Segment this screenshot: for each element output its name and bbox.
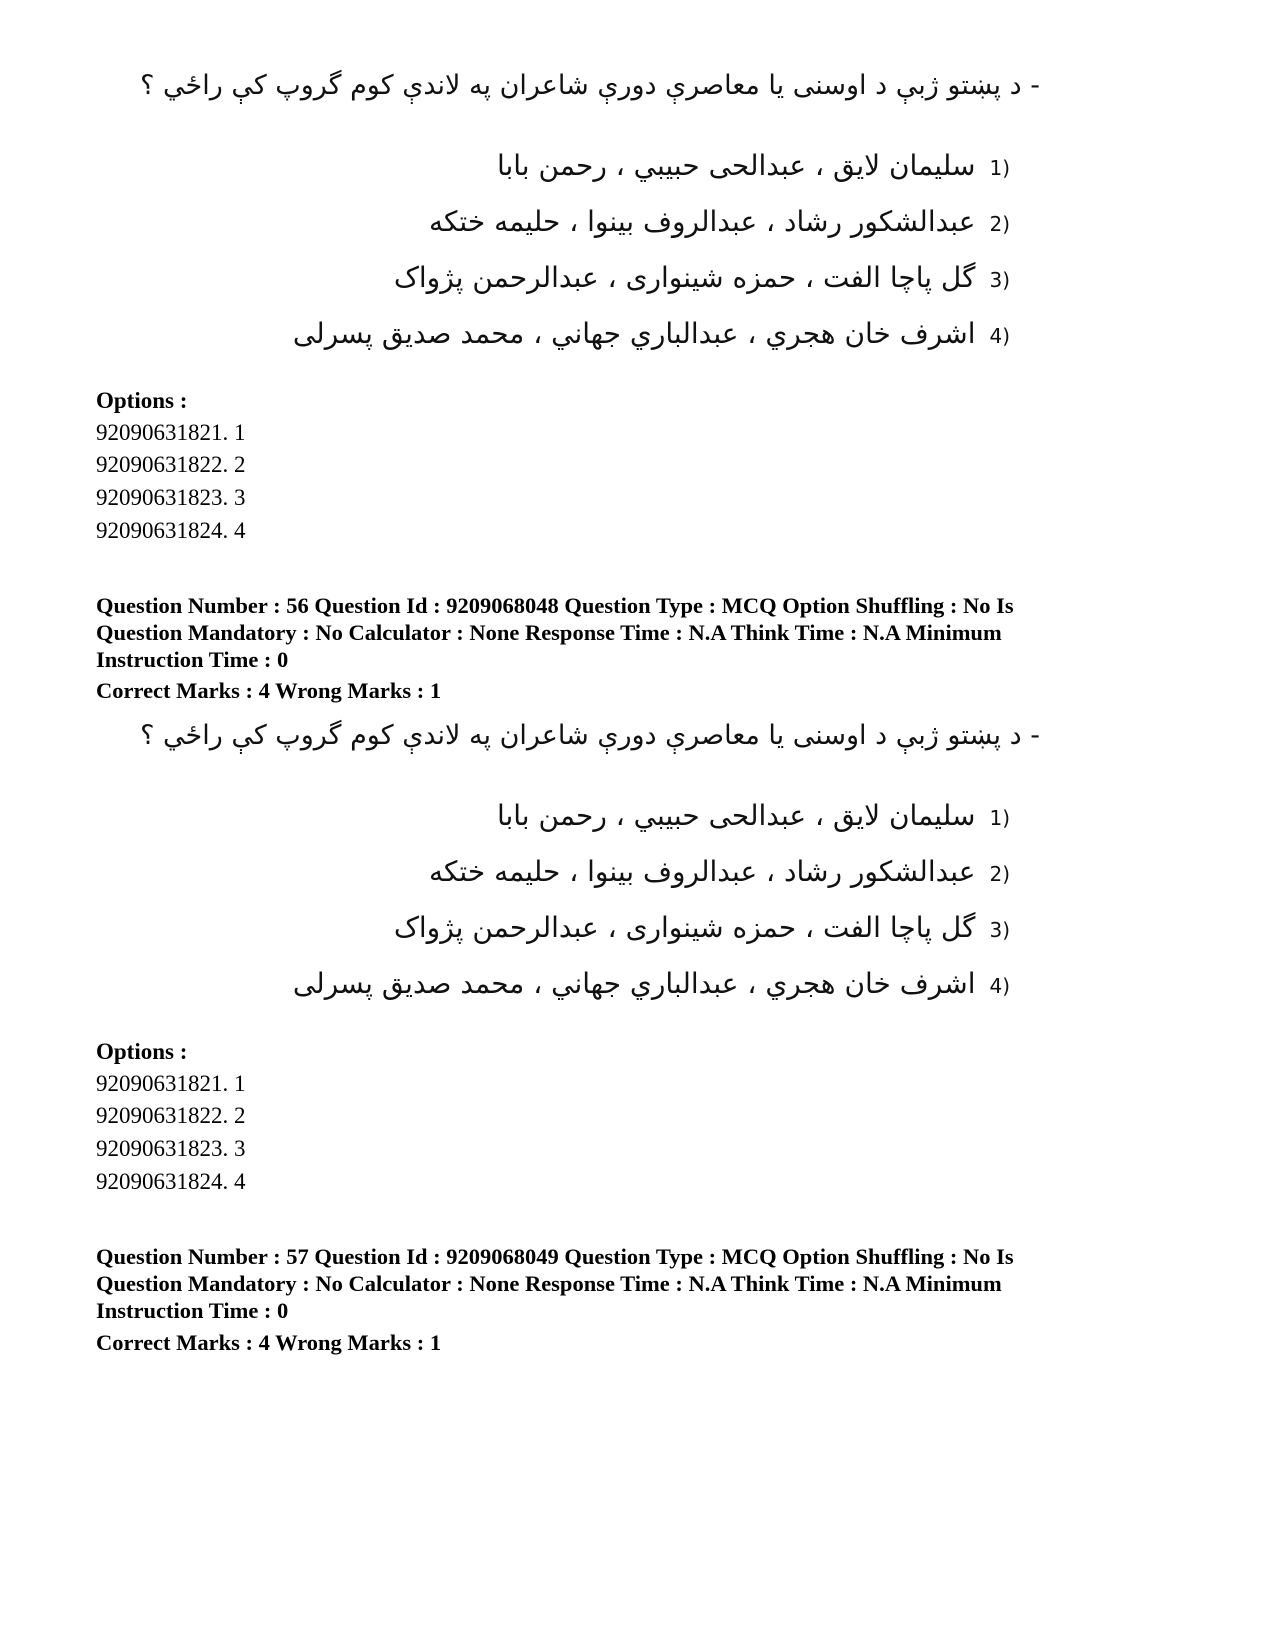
option-item: 92090631822. 2 — [96, 1103, 246, 1128]
question-option-1: 1)سليمان لايق ، عبدالحی حبيبي ، رحمن بابا — [496, 799, 1010, 832]
marks-info: Correct Marks : 4 Wrong Marks : 1 — [96, 678, 442, 703]
question-option-3: 3)گل پاچا الفت ، حمزه شينواری ، عبدالرحمن پژواک — [393, 911, 1010, 944]
option-item: 92090631821. 1 — [96, 420, 246, 445]
question-stem: - د پښتو ژبې د اوسنی یا معاصرې دورې شاعران په لاندې کوم گروپ کې راځي ؟ — [140, 70, 1040, 101]
marks-info: Correct Marks : 4 Wrong Marks : 1 — [96, 1330, 442, 1355]
question-stem: - د پښتو ژبې د اوسنی یا معاصرې دورې شاعران په لاندې کوم گروپ کې راځي ؟ — [140, 720, 1040, 751]
question-option-3: 3)گل پاچا الفت ، حمزه شينواری ، عبدالرحمن پژواک — [393, 261, 1010, 294]
options-heading: Options : — [96, 388, 188, 413]
question-meta: Question Number : 57 Question Id : 9209068049 Question Type : MCQ Option Shuffling : No Is Question Mandatory : No Calculator : None Response Time : N.A Think Time : N.A Minimum Instruction Time : 0 — [96, 1244, 1014, 1323]
question-option-2: 2)عبدالشکور رشاد ، عبدالروف بينوا ، حليمه ختکه — [428, 205, 1010, 238]
question-meta: Question Number : 56 Question Id : 9209068048 Question Type : MCQ Option Shuffling : No Is Question Mandatory : No Calculator : None Response Time : N.A Think Time : N.A Minimum Instruction Time : 0 — [96, 593, 1014, 672]
option-item: 92090631824. 4 — [96, 1169, 246, 1194]
question-image-56 — [100, 718, 1040, 1028]
option-item: 92090631823. 3 — [96, 1136, 246, 1161]
option-item: 92090631821. 1 — [96, 1071, 246, 1096]
question-image-1 — [100, 68, 1040, 378]
options-heading: Options : — [96, 1039, 188, 1064]
option-item: 92090631822. 2 — [96, 452, 246, 477]
option-item: 92090631823. 3 — [96, 485, 246, 510]
question-option-4: 4)اشرف خان هجري ، عبدالباري جهاني ، محمد صديق پسرلی — [292, 317, 1010, 350]
option-item: 92090631824. 4 — [96, 518, 246, 543]
question-option-1: 1)سليمان لايق ، عبدالحی حبيبي ، رحمن بابا — [496, 149, 1010, 182]
question-option-2: 2)عبدالشکور رشاد ، عبدالروف بينوا ، حليمه ختکه — [428, 855, 1010, 888]
question-option-4: 4)اشرف خان هجري ، عبدالباري جهاني ، محمد صديق پسرلی — [292, 967, 1010, 1000]
